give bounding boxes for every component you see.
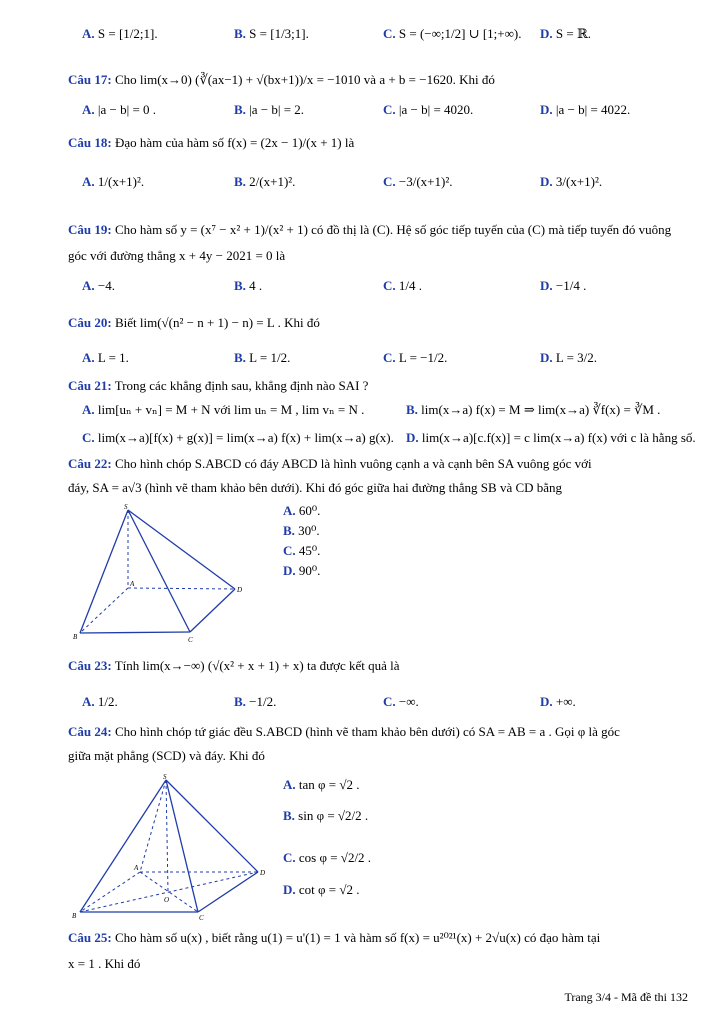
edge-SD [166,780,258,872]
edge-AB-hidden [80,872,140,912]
q23-option-d: D. +∞. [540,694,576,709]
edge-SD [128,510,235,589]
edge-AB-hidden [80,588,128,633]
q25-stem-line2: x = 1 . Khi đó [68,956,141,971]
q23-option-b: B. −1/2. [234,694,277,709]
q23-option-c: C. −∞. [383,694,419,709]
q24-option-b: B. sin φ = √2/2 . [283,808,369,823]
q16-option-a: A. S = [1/2;1]. [82,26,158,41]
q20-option-a: A. L = 1. [82,350,129,365]
label-B: B [72,912,77,920]
q20-option-b: B. L = 1/2. [234,350,291,365]
edge-CD [198,872,258,912]
edge-CD [190,589,235,632]
q23-option-a: A. 1/2. [82,694,118,709]
q21-stem: Câu 21: Trong các khẳng định sau, khẳng định nào SAI ? [68,378,369,393]
q22-option-b: B. 30⁰. [283,523,320,538]
q18-option-d: D. 3/(x+1)². [540,174,603,189]
q24-pyramid-figure [68,772,268,922]
label-A: A [134,864,139,872]
q23-stem: Câu 23: Tính lim(x→−∞) (√(x² + x + 1) + x) ta được kết quả là [68,658,400,673]
q17-option-a: A. |a − b| = 0 . [82,102,157,117]
label-C: C [199,914,204,922]
q22-option-a: A. 60⁰. [283,503,321,518]
edge-SC [128,510,190,632]
q19-option-a: A. −4. [82,278,115,293]
edge-SC [166,780,198,912]
q24-stem: Câu 24: Cho hình chóp tứ giác đều S.ABCD (hình vẽ tham khảo bên dưới) có SA = AB = a . Gọi φ là góc [68,724,620,739]
edge-SB [80,510,128,633]
q18-option-b: B. 2/(x+1)². [234,174,296,189]
q19-stem-line2: góc với đường thẳng x + 4y − 2021 = 0 là [68,248,286,263]
label-O: O [164,896,170,904]
label-B: B [73,633,78,641]
q16-option-d: D. S = ℝ. [540,26,592,41]
q22-option-d: D. 90⁰. [283,563,321,578]
q17-option-b: B. |a − b| = 2. [234,102,305,117]
q24-option-a: A. tan φ = √2 . [283,777,360,792]
q21-option-d: D. lim(x→a)[c.f(x)] = c lim(x→a) f(x) với c là hằng số. [406,430,696,445]
q17-stem: Câu 17: Cho lim(x→0) (∛(ax−1) + √(bx+1))/x = −1010 và a + b = −1620. Khi đó [68,72,495,87]
q19-option-b: B. 4 . [234,278,263,293]
edge-AD-hidden [128,588,235,589]
q22-option-c: C. 45⁰. [283,543,321,558]
page-footer: Trang 3/4 - Mã đề thi 132 [564,990,688,1004]
q21-option-a: A. lim[uₙ + vₙ] = M + N với lim uₙ = M , lim vₙ = N . [82,402,365,417]
label-D: D [260,869,266,877]
q20-option-d: D. L = 3/2. [540,350,598,365]
q18-stem: Câu 18: Đạo hàm của hàm số f(x) = (2x − 1)/(x + 1) là [68,135,355,150]
q24-option-c: C. cos φ = √2/2 . [283,850,372,865]
q18-option-c: C. −3/(x+1)². [383,174,453,189]
label-C: C [188,636,193,644]
q20-option-c: C. L = −1/2. [383,350,448,365]
height-SO-hidden [166,780,168,892]
q19-stem: Câu 19: Cho hàm số y = (x⁷ − x² + 1)/(x² + 1) có đồ thị là (C). Hệ số góc tiếp tuyến của (C) mà tiếp tuyến đó vuông [68,222,672,237]
q19-option-c: C. 1/4 . [383,278,423,293]
q22-stem: Câu 22: Cho hình chóp S.ABCD có đáy ABCD là hình vuông cạnh a và cạnh bên SA vuông góc với [68,456,592,471]
q21-option-b: B. lim(x→a) f(x) = M ⇒ lim(x→a) ∛f(x) = ∛M . [406,402,661,417]
q16-option-b: B. S = [1/3;1]. [234,26,309,41]
label-D: D [237,586,243,594]
label-A: A [130,580,135,588]
q16-option-c: C. S = (−∞;1/2] ∪ [1;+∞). [383,26,522,41]
q22-pyramid-figure [70,500,250,650]
q20-stem: Câu 20: Biết lim(√(n² − n + 1) − n) = L . Khi đó [68,315,320,330]
q24-option-d: D. cot φ = √2 . [283,882,360,897]
q22-stem-line2: đáy, SA = a√3 (hình vẽ tham khảo bên dưới). Khi đó góc giữa hai đường thẳng SB và CD bằng [68,480,563,495]
q18-option-a: A. 1/(x+1)². [82,174,145,189]
q24-stem-line2: giữa mặt phẳng (SCD) và đáy. Khi đó [68,748,265,763]
q21-option-c: C. lim(x→a)[f(x) + g(x)] = lim(x→a) f(x) + lim(x→a) g(x). [82,430,394,445]
q25-stem: Câu 25: Cho hàm số u(x) , biết rằng u(1) = u'(1) = 1 và hàm số f(x) = u²⁰²¹(x) + 2√u(x) có đạo hàm tại [68,930,601,945]
q17-option-d: D. |a − b| = 4022. [540,102,631,117]
diag-BD-hidden [80,872,258,912]
q19-option-d: D. −1/4 . [540,278,587,293]
edge-SA-hidden [140,780,166,872]
q17-option-c: C. |a − b| = 4020. [383,102,474,117]
edge-SB [80,780,166,912]
edge-BC [80,632,190,633]
label-S: S [163,773,167,781]
label-S: S [124,503,128,511]
